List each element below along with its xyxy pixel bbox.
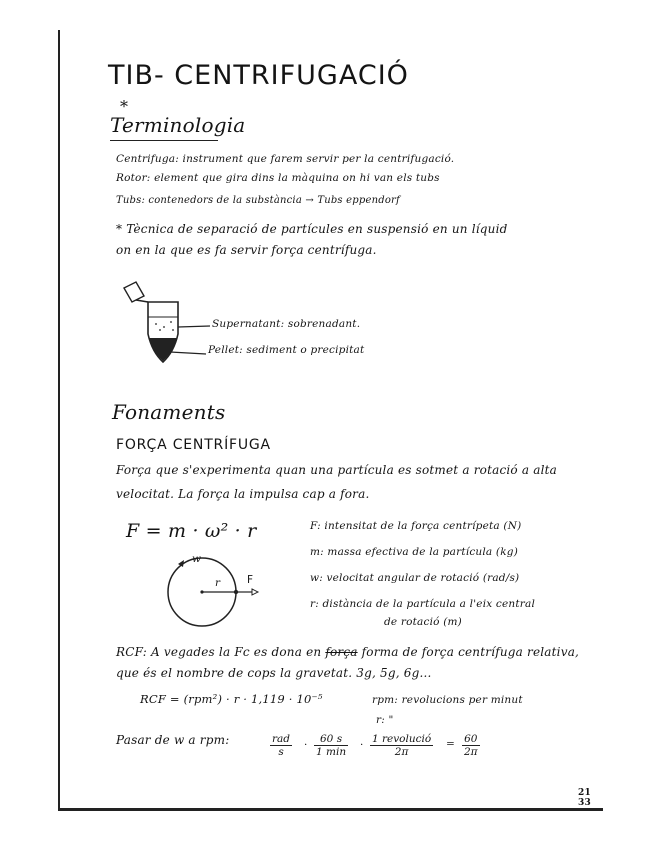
rcf-formula: RCF = (rpm²) · r · 1,119 · 10⁻⁵	[140, 692, 323, 706]
r-definition-ditto: r: "	[376, 714, 394, 726]
rcf-line-1	[116, 645, 579, 659]
legend-mass: m: massa efectiva de la partícula (kg)	[310, 546, 519, 558]
fonaments-heading: Fonaments	[112, 400, 226, 424]
diagram-force-label: F	[247, 574, 254, 586]
fraction-1-numerator: rad	[272, 733, 291, 745]
technique-line-1: * Tècnica de separació de partícules en suspensió en un líquid	[116, 222, 508, 236]
rpm-definition: rpm: revolucions per minut	[372, 694, 523, 706]
fraction-4-numerator: 60	[462, 733, 480, 746]
rcf-line-1-prefix: RCF: A vegades la Fc es dona en	[116, 645, 322, 659]
legend-radius-line-2: de rotació (m)	[384, 616, 462, 628]
conversion-label: Pasar de w a rpm:	[116, 733, 230, 747]
rcf-line-1-crossed-word: força	[325, 645, 358, 659]
multiply-dot-2: ·	[360, 739, 364, 751]
fraction-rad-per-s	[270, 733, 292, 758]
page-number-top: 21	[578, 788, 591, 798]
fraction-result	[462, 733, 480, 758]
force-description-line-1: Força que s'experimenta quan una partícula es sotmet a rotació a alta	[116, 463, 557, 477]
technique-line-2: on en la que es fa servir força centrífuga.	[116, 243, 377, 257]
multiply-dot-1: ·	[304, 739, 308, 751]
page-left-edge	[58, 30, 60, 810]
legend-radius-line-1: r: distància de la partícula a l'eix central	[310, 598, 536, 610]
pellet-label: Pellet: sediment o precipitat	[208, 344, 365, 356]
page-title: TIB- CENTRIFUGACIÓ	[108, 60, 409, 91]
definition-centrifuga: Centrifuga: instrument que farem servir per la centrifugació.	[116, 153, 455, 165]
definition-rotor: Rotor: element que gira dins la màquina on hi van els tubs	[116, 172, 440, 184]
eppendorf-tube-drawing	[118, 282, 213, 372]
definition-tubs: Tubs: contenedors de la substància → Tubs eppendorf	[116, 195, 400, 206]
rcf-line-2: que és el nombre de cops la gravetat. 3g, 5g, 6g...	[116, 666, 432, 680]
asterisk-mark: *	[120, 97, 129, 116]
terminology-heading: Terminologia	[110, 113, 246, 137]
fraction-2-denominator: 1 min	[316, 746, 347, 758]
rotation-circle-diagram	[160, 552, 270, 634]
fraction-1-denominator: s	[278, 746, 284, 758]
legend-force: F: intensitat de la força centrípeta (N)	[310, 520, 522, 532]
fraction-2-numerator: 60 s	[314, 733, 348, 746]
supernatant-label: Supernatant: sobrenadant.	[212, 318, 361, 330]
fraction-60s-per-min	[314, 733, 348, 758]
force-description-line-2: velocitat. La força la impulsa cap a fora.	[116, 487, 370, 501]
fraction-4-denominator: 2π	[464, 746, 478, 758]
terminology-underline	[110, 140, 218, 141]
equals-sign: =	[446, 738, 455, 750]
page-bottom-edge	[58, 808, 603, 811]
fraction-revolution	[370, 733, 433, 758]
fraction-3-denominator: 2π	[394, 746, 409, 758]
fraction-3-numerator: 1 revolució	[372, 733, 432, 745]
diagram-radius-label: r	[215, 577, 221, 589]
diagram-omega-label: w	[192, 553, 202, 565]
rcf-line-1-suffix: forma de força centrífuga relativa,	[361, 645, 580, 659]
centrifugal-force-formula: F = m · ω² · r	[126, 520, 257, 542]
page-number-bottom: 33	[578, 798, 591, 808]
centrifugal-force-subheading: FORÇA CENTRÍFUGA	[116, 437, 271, 453]
legend-angular-velocity: w: velocitat angular de rotació (rad/s)	[310, 572, 520, 584]
